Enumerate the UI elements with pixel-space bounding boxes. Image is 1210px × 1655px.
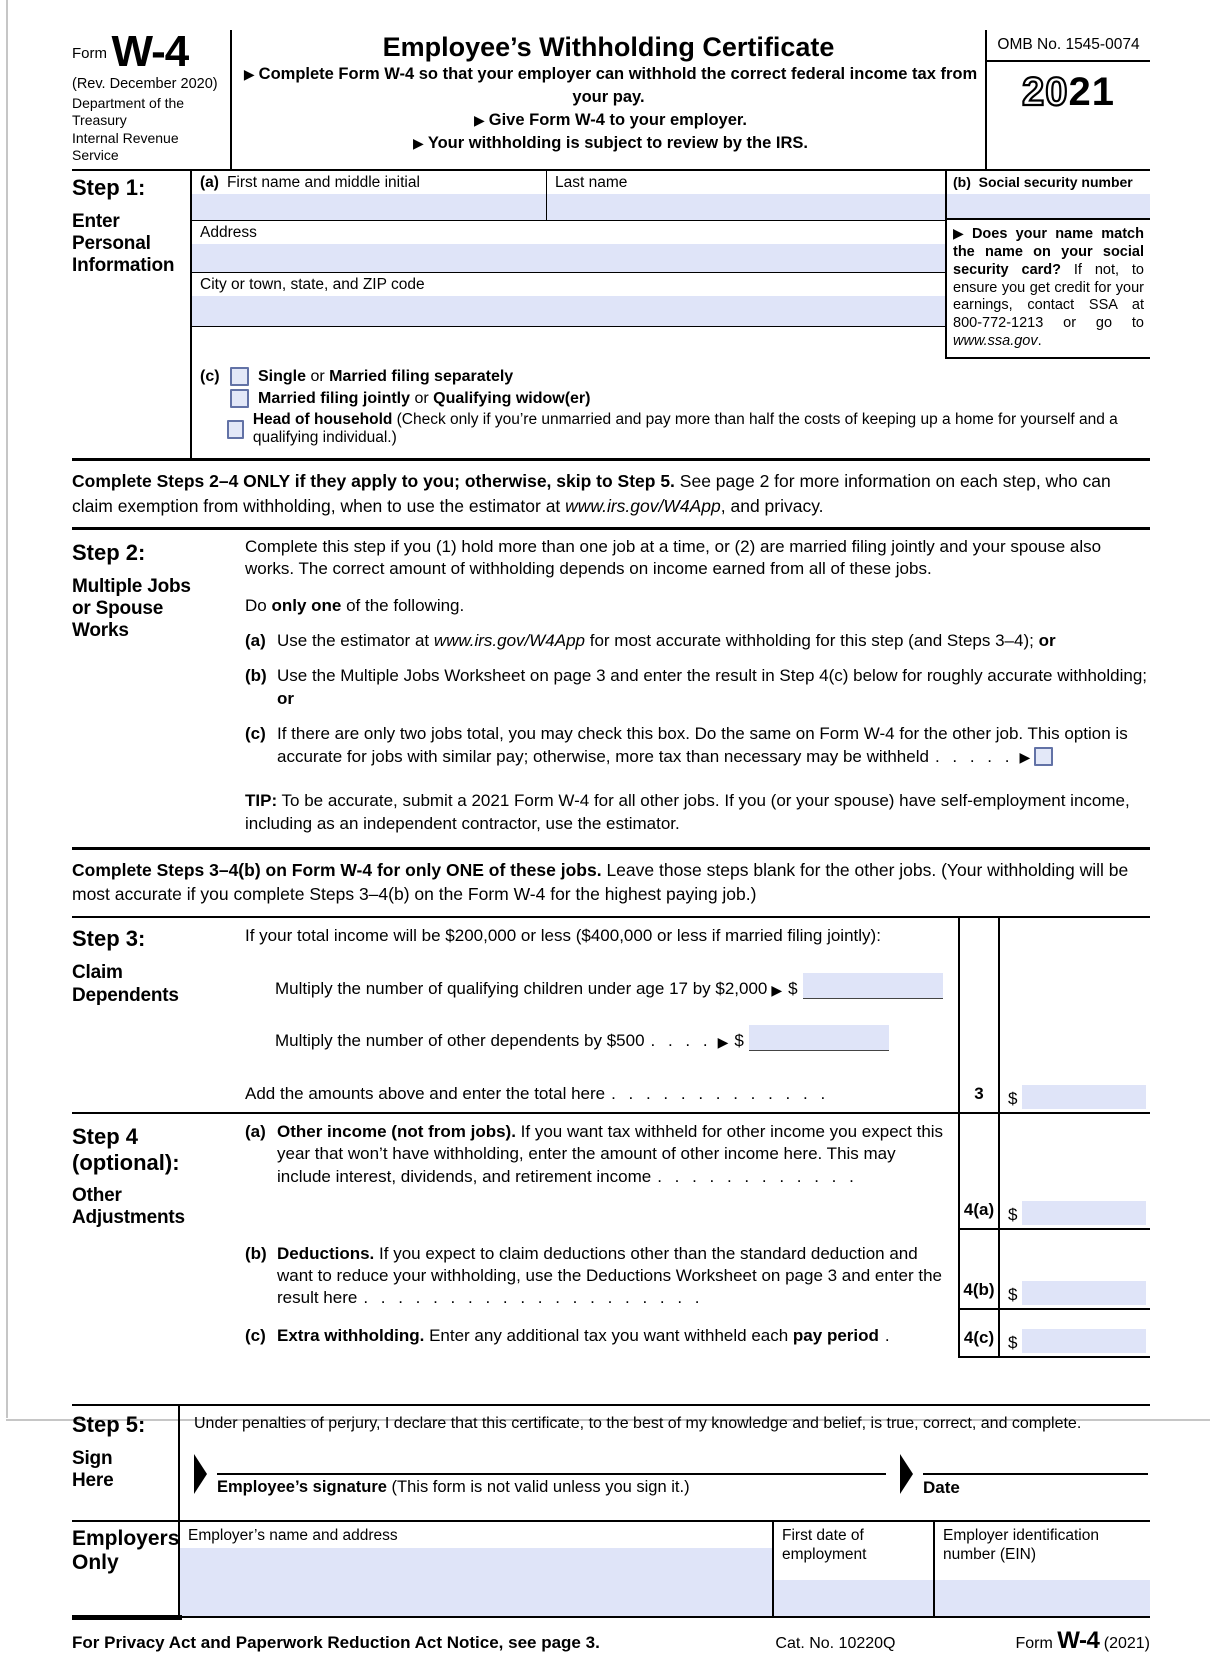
city-state-zip-label: City or town, state, and ZIP code xyxy=(200,275,425,293)
privacy-act-notice: For Privacy Act and Paperwork Reduction Act Notice, see page 3. xyxy=(72,1632,600,1652)
filing-status-option-head-of-household: Head of household (Check only if you’re unmarried and pay more than half the costs of keeping up a home for yourself and a qualifying individual.) xyxy=(252,411,1118,447)
step4-label: Step 4 (optional): xyxy=(72,1124,180,1175)
two-jobs-checkbox[interactable] xyxy=(1034,747,1053,766)
address-input[interactable] xyxy=(192,244,945,272)
filing-status-group xyxy=(192,359,1150,458)
w4app-link: www.irs.gov/W4App xyxy=(433,630,586,650)
department-of-treasury: Department of the Treasury xyxy=(72,94,185,129)
dot-leader: . . . . . xyxy=(934,746,1010,766)
form-title: Employee’s Withholding Certificate xyxy=(382,32,835,62)
employers-only-section xyxy=(72,1522,1150,1618)
header-instruction-2: ▶ Give Form W-4 to your employer. xyxy=(473,111,747,130)
step4-item-a: (a) Other income (not from jobs). If you want tax withheld for other income you expect this year that won’t have withholding, enter the amount of other income here. This may include interest, dividends, and retirement income . . . . . . . . . . . . xyxy=(245,1122,944,1186)
dollar-sign: $ xyxy=(788,979,798,999)
step2-sublabel: Multiple Jobs or Spouse Works xyxy=(72,575,191,642)
omb-year-block xyxy=(985,30,1150,169)
steps-3-4b-instruction: Complete Steps 3–4(b) on Form W-4 for only ONE of these jobs. Leave those steps blank for the other jobs. (Your withholding will be most accurate if you complete Steps 3–4(b) on the Form W-4 for the highest paying job.) xyxy=(72,847,1150,918)
arrow-icon: ▶ xyxy=(473,112,485,129)
steps-2-4-instruction: Complete Steps 2–4 ONLY if they apply to you; otherwise, skip to Step 5. See page 2 for more information on each step, who can claim exemption from withholding, when to use the estimator at www.irs.gov/W4App, and privacy. xyxy=(72,458,1150,529)
ssa-gov-link: www.ssa.gov xyxy=(953,333,1038,350)
step3-dependents-line: Multiply the number of other dependents by $500 . . . . ▶ $ xyxy=(275,1025,952,1051)
step3-amount-cell xyxy=(1000,918,1150,1112)
step2-tip: TIP: To be accurate, submit a 2021 Form W-4 for all other jobs. If you (or your spouse) have self-employment income, including as an independent contractor, use the estimator. xyxy=(245,791,1130,833)
step2-item-a: (a) Use the estimator at www.irs.gov/W4App for most accurate withholding for this step (and Steps 3–4); or xyxy=(245,630,1056,650)
arrow-icon: ▶ xyxy=(413,135,424,152)
qualifying-children-amount-input[interactable] xyxy=(803,973,943,999)
total-dependents-amount-input[interactable] xyxy=(1022,1085,1146,1109)
step2-label-block xyxy=(72,536,245,835)
step5-label: Step 5: xyxy=(72,1411,146,1437)
tax-year: 2021 xyxy=(1022,70,1115,114)
other-dependents-amount-input[interactable] xyxy=(749,1025,889,1051)
step4-item-b: (b) Deductions. If you expect to claim deductions other than the standard deduction and want to reduce your withholding, use the Deductions Worksheet on page 3 and enter the result here . . . . . . . . . . . . . . . . . . . . xyxy=(245,1243,943,1307)
dollar-sign: $ xyxy=(1008,1089,1018,1109)
step3-label: Step 3: xyxy=(72,926,146,952)
arrow-icon: ▶ xyxy=(717,1034,729,1051)
city-state-zip-input[interactable] xyxy=(192,296,945,326)
last-name-input[interactable] xyxy=(547,194,945,220)
step3-row-number: 3 xyxy=(958,918,1000,1112)
step4c-amount-cell xyxy=(1000,1310,1150,1358)
last-name-label: Last name xyxy=(555,173,628,191)
step1-section xyxy=(72,171,1150,459)
step1-label: Step 1: xyxy=(72,174,146,200)
step1-sublabel: Enter Personal Information xyxy=(72,210,175,277)
filing-status-checkbox-married-jointly[interactable] xyxy=(230,389,249,408)
first-date-employment-label: First date of employment xyxy=(782,1526,867,1564)
step4b-amount-cell xyxy=(1000,1230,1150,1310)
step4-section xyxy=(72,1114,1150,1357)
page-edge-left xyxy=(6,0,8,1418)
step1-label-block xyxy=(72,171,190,459)
step3-total-line: Add the amounts above and enter the total here . . . . . . . . . . . . . xyxy=(245,1084,826,1104)
step3-label-block xyxy=(72,918,245,1112)
perjury-declaration: Under penalties of perjury, I declare that this certificate, to the best of my knowledge and belief, is true, correct, and complete. xyxy=(194,1414,1082,1432)
footer-form-number: Form W-4 (2021) xyxy=(1015,1626,1150,1654)
dollar-sign: $ xyxy=(1008,1284,1018,1304)
omb-number: OMB No. 1545-0074 xyxy=(987,30,1150,62)
header-instruction-3: ▶ Your withholding is subject to review by the IRS. xyxy=(413,134,808,153)
form-footer xyxy=(72,1627,1150,1655)
step2-paragraph: Complete this step if you (1) hold more than one job at a time, or (2) are married filing jointly and your spouse also works. The correct amount of withholding depends on income earned from all of these jobs. xyxy=(245,536,1102,579)
step3-intro: If your total income will be $200,000 or less ($400,000 or less if married filing jointly): xyxy=(245,926,881,946)
filing-status-letter: (c) xyxy=(200,367,220,385)
step4b-row-number: 4(b) xyxy=(958,1230,1000,1310)
address-label: Address xyxy=(200,223,257,241)
employers-only-label: Employers Only xyxy=(72,1526,180,1574)
first-date-employment-input[interactable] xyxy=(774,1580,933,1616)
dollar-sign: $ xyxy=(734,1031,744,1051)
first-name-label: (a) First name and middle initial xyxy=(200,173,420,191)
dot-leader: . . . . . . . . . . . . xyxy=(657,1166,854,1186)
step2-do-only-one: Do only one of the following. xyxy=(245,595,465,615)
signature-arrow-icon xyxy=(194,1454,207,1494)
ssa-name-match-note: ▶ Does your name match the name on your social security card? If not, to ensure you get credit for your earnings, contact SSA at 800-772-1213 or go to www.ssa.gov. xyxy=(947,220,1150,360)
dot-leader: . . . . xyxy=(650,1031,708,1051)
catalog-number: Cat. No. 10220Q xyxy=(775,1634,896,1652)
step4a-row-number: 4(a) xyxy=(958,1114,1000,1229)
employers-label-underline xyxy=(72,1615,182,1620)
form-title-block xyxy=(232,30,985,169)
employer-name-address-input[interactable] xyxy=(180,1548,772,1616)
header-instruction-1: ▶ Complete Form W-4 so that your employer can withhold the correct federal income tax from your pay. xyxy=(243,65,978,107)
form-revision: (Rev. December 2020) xyxy=(72,75,218,92)
step3-children-line: Multiply the number of qualifying children under age 17 by $2,000 ▶ $ xyxy=(275,973,952,999)
step3-sublabel: Claim Dependents xyxy=(72,962,179,1006)
arrow-icon: ▶ xyxy=(771,982,783,999)
employer-name-address-label: Employer’s name and address xyxy=(188,1526,398,1544)
employers-only-label-block xyxy=(72,1522,180,1616)
internal-revenue-service: Internal Revenue Service xyxy=(72,129,179,164)
step2-label: Step 2: xyxy=(72,539,146,565)
dollar-sign: $ xyxy=(1008,1332,1018,1352)
dollar-sign: $ xyxy=(1008,1204,1018,1224)
employee-signature-line[interactable]: Employee’s signature (This form is not valid unless you sign it.) xyxy=(217,1473,886,1497)
step3-section xyxy=(72,918,1150,1114)
step2-section xyxy=(72,530,1150,847)
step4-sublabel: Other Adjustments xyxy=(72,1184,185,1229)
filing-status-option-married-jointly: Married filing jointly or Qualifying widow(er) xyxy=(258,389,591,407)
date-arrow-icon xyxy=(900,1454,913,1494)
first-name-input[interactable] xyxy=(192,194,546,220)
step4a-amount-cell xyxy=(1000,1114,1150,1229)
filing-status-checkbox-head-of-household[interactable] xyxy=(227,420,244,439)
step5-label-block xyxy=(72,1406,180,1520)
arrow-icon: ▶ xyxy=(1019,748,1031,765)
dot-leader: . . . . . . . . . . . . . xyxy=(611,1084,826,1104)
date-line[interactable]: Date xyxy=(923,1473,1148,1498)
form-header xyxy=(72,27,1150,171)
filing-status-checkbox-single[interactable] xyxy=(230,367,249,386)
arrow-icon: ▶ xyxy=(243,66,255,82)
extra-withholding-input[interactable] xyxy=(1022,1329,1146,1353)
dot-leader: . xyxy=(884,1325,890,1345)
w4app-link: www.irs.gov/W4App xyxy=(565,495,721,516)
ssn-input[interactable] xyxy=(947,194,1150,218)
step5-section xyxy=(72,1404,1150,1522)
step2-item-b: (b) Use the Multiple Jobs Worksheet on page 3 and enter the result in Step 4(c) below for roughly accurate withholding; or xyxy=(245,666,1148,708)
ein-input[interactable] xyxy=(935,1580,1150,1616)
form-word: Form xyxy=(72,45,107,62)
arrow-icon: ▶ xyxy=(953,224,968,241)
w4-form xyxy=(72,27,1150,1655)
deductions-input[interactable] xyxy=(1022,1281,1146,1305)
step5-sublabel: Sign Here xyxy=(72,1447,114,1492)
filing-status-option-single: Single or Married filing separately xyxy=(258,367,514,385)
form-id-block xyxy=(72,27,232,169)
dot-leader: . . . . . . . . . . . . . . . . . . . . xyxy=(363,1287,700,1307)
step2-item-c: (c) If there are only two jobs total, you may check this box. Do the same on Form W-4 for the other job. This option is accurate for jobs with similar pay; otherwise, more tax than necessary may be withheld . . . . . ▶ xyxy=(245,724,1128,766)
ssn-label: (b) Social security number xyxy=(953,173,1133,190)
step4-item-c: (c) Extra withholding. Enter any additional tax you want withheld each pay period . xyxy=(245,1325,890,1345)
step4c-row-number: 4(c) xyxy=(958,1310,1000,1358)
other-income-input[interactable] xyxy=(1022,1201,1146,1225)
ein-label: Employer identification number (EIN) xyxy=(943,1526,1099,1564)
step4-label-block xyxy=(72,1114,245,1229)
form-number: W-4 xyxy=(111,27,189,76)
